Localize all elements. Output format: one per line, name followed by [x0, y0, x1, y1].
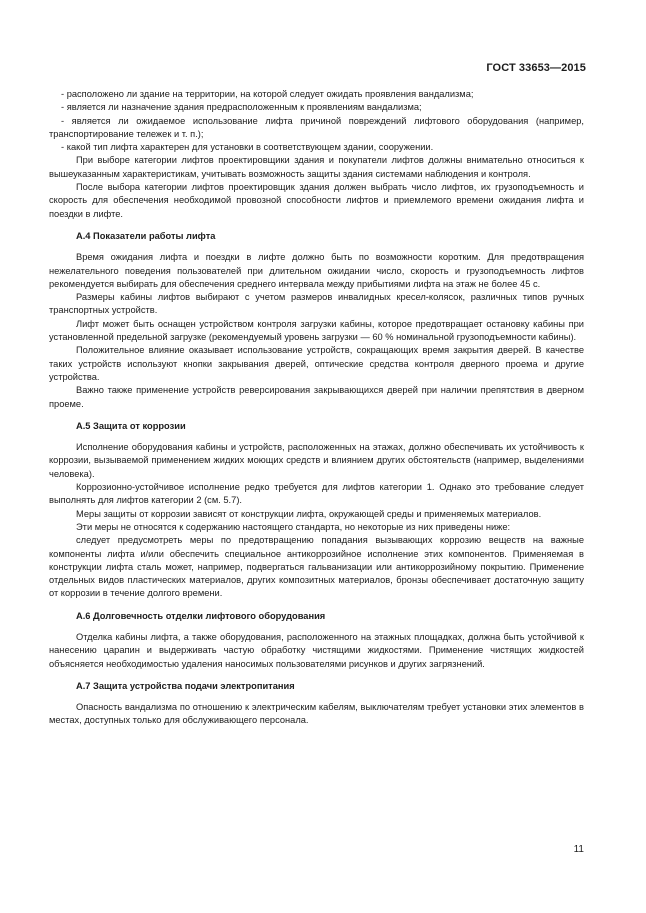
paragraph: следует предусмотреть меры по предотвращению попадания вызывающих коррозию веществ на важные компоненты лифта и/или обеспечить специальное антикоррозийное исполнение этих компонентов. Применяемая в конструкции лифта сталь может, например, подвергаться гальванизации или антикоррозийному покрытию. Применение отдельных видов пластических материалов, других композитных материалов, бронзы обеспечивает достаточную защиту от коррозии в течение долгого времени. — [49, 535, 584, 599]
paragraph: Важно также применение устройств реверсирования закрывающихся дверей при наличии препятствия в дверном проеме. — [49, 385, 584, 409]
paragraph: При выборе категории лифтов проектировщики здания и покупатели лифтов должны внимательно относиться к вышеуказанным характеристикам, учитывать возможность защиты здания системами наблюдения и контроля. — [49, 155, 584, 179]
document-body — [49, 88, 584, 728]
paragraph: Опасность вандализма по отношению к электрическим кабелям, выключателям требует установки этих элементов в местах, доступных только для обслуживающего персонала. — [49, 702, 584, 726]
paragraph: Положительное влияние оказывает использование устройств, сокращающих время закрытия дверей. В качестве таких устройств используют кнопки закрывания дверей, оптические средства контроля дверного проема и другие устройства. — [49, 345, 584, 382]
paragraph: Меры защиты от коррозии зависят от конструкции лифта, окружающей среды и применяемых материалов. — [76, 508, 542, 519]
page-number: 11 — [573, 844, 584, 855]
paragraph: Лифт может быть оснащен устройством контроля загрузки кабины, которое предотвращает остановку кабины при установленной предельной загрузке (рекомендуемый уровень загрузки — 60 % номинальной грузоподъемности кабины). — [49, 318, 584, 343]
paragraph: После выбора категории лифтов проектировщик здания должен выбрать число лифтов, их грузоподъемность и скорость для обеспечения необходимой провозной способности лифтов и приемлемого времени ожидания лифта и поездки в лифте. — [49, 182, 584, 219]
paragraph: Коррозионно-устойчивое исполнение редко требуется для лифтов категории 1. Однако это требование следует выполнять для лифтов категории 2 (см. 5.7). — [49, 482, 584, 506]
section-heading: А.6 Долговечность отделки лифтового оборудования — [76, 610, 326, 621]
bullet-item: - является ли ожидаемое использование лифта причиной повреждений лифтового оборудования (например, транспортирование тележек и т. п.); — [49, 115, 584, 139]
paragraph: Эти меры не относятся к содержанию настоящего стандарта, но некоторые из них приведены ниже: — [76, 521, 511, 532]
section-heading: А.4 Показатели работы лифта — [76, 230, 216, 241]
paragraph: Размеры кабины лифтов выбирают с учетом размеров инвалидных кресел-колясок, различных типов ручных транспортных устройств. — [49, 292, 584, 316]
section-heading: А.7 Защита устройства подачи электропитания — [76, 680, 295, 691]
bullet-item: - какой тип лифта характерен для установки в соответствующем здании, сооружении. — [61, 142, 434, 153]
paragraph: Отделка кабины лифта, а также оборудования, расположенного на этажных площадках, должна быть устойчивой к нанесению царапин и выдерживать частую обработку чистящими жидкостями. Применение чистящих жидкостей объясняется необходимостью удаления наносимых пользователями рисунков и других загрязнений. — [49, 631, 584, 669]
section-heading: А.5 Защита от коррозии — [76, 420, 186, 431]
paragraph: Время ожидания лифта и поездки в лифте должно быть по возможности коротким. Для предотвращения нежелательного поведения пользователей при длительном ожидании число, скорость и грузоподъемность лифтов рекомендуется выбирать для обеспечения среднего интервала между прибытиями лифта на этаж не более 45 с. — [49, 252, 584, 289]
document-id: ГОСТ 33653—2015 — [486, 62, 586, 74]
bullet-item: - является ли назначение здания предрасположенным к проявлениям вандализма; — [61, 102, 422, 113]
paragraph: Исполнение оборудования кабины и устройств, расположенных на этажах, должно обеспечивать их устойчивость к коррозии, вызываемой применением жидких моющих средств и влиянием других обстоятельств (например, выделениями человека). — [49, 442, 584, 479]
bullet-item: - расположено ли здание на территории, на которой следует ожидать проявления вандализма; — [61, 89, 474, 99]
